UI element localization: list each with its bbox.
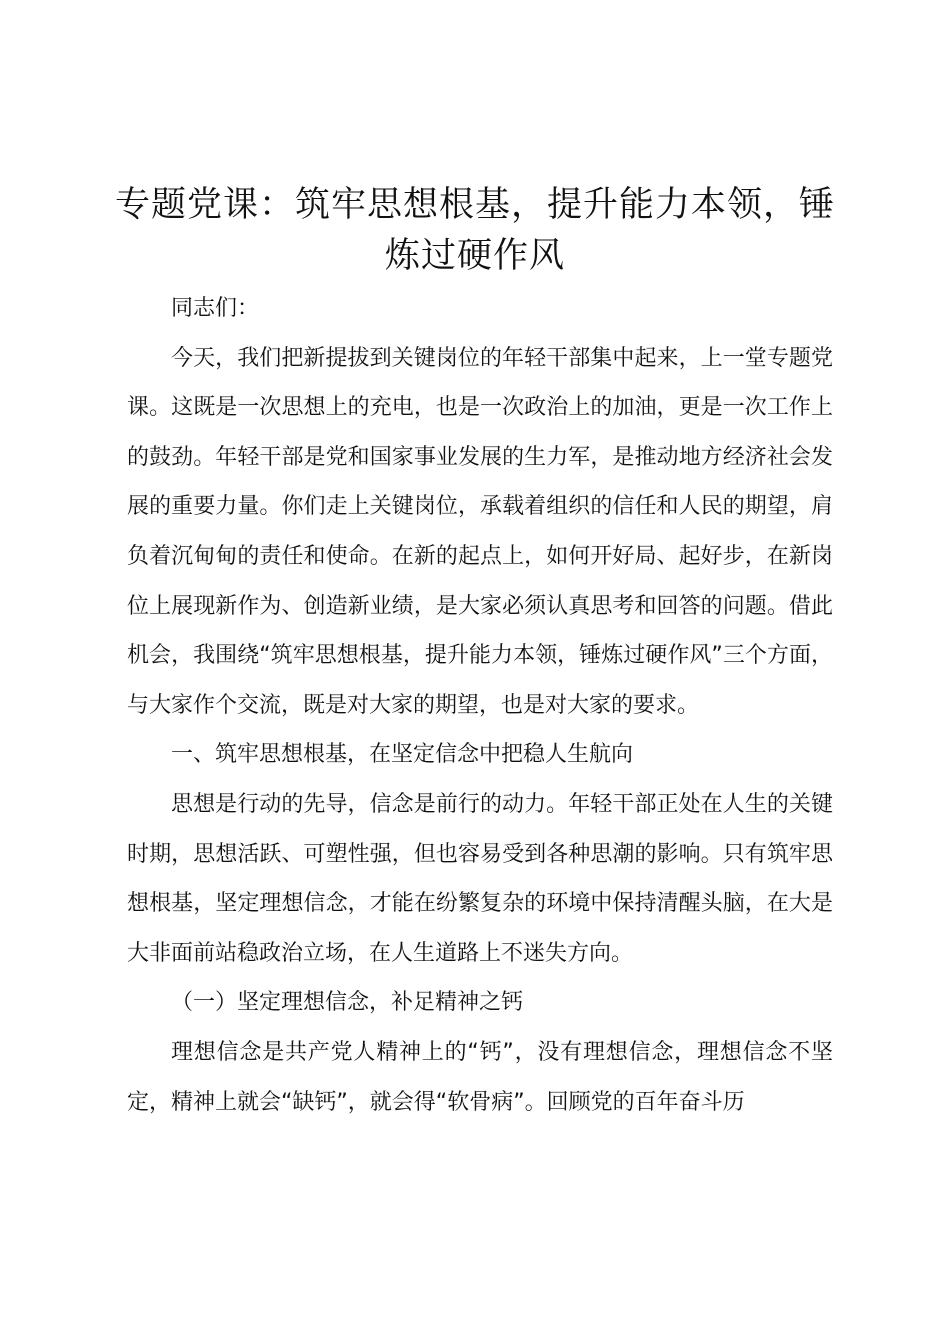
salutation: 同志们：: [171, 296, 260, 321]
section-heading-1: 一、筑牢思想根基，在坚定信念中把稳人生航向: [171, 742, 634, 768]
section-1-paragraph: 思想是行动的先导，信念是前行的动力。年轻干部正处在人生的关键时期，思想活跃、可塑性强，但也容易受到各种思潮的影响。只有筑牢思想根基，坚定理想信念，才能在纷繁复杂的环境中保持清醒头脑，在大是大非面前站稳政治立场，在人生道路上不迷失方向。: [127, 791, 833, 966]
document-body: [127, 284, 833, 1127]
subsection-1-paragraph: 理想信念是共产党人精神上的“钙”，没有理想信念，理想信念不坚定，精神上就会“缺钙”，就会得“软骨病”。回顾党的百年奋斗历: [127, 1039, 833, 1115]
document-title: 专题党课：筑牢思想根基，提升能力本领，锤炼过硬作风: [114, 185, 835, 276]
subsection-heading-1: （一）坚定理想信念，补足精神之钙: [171, 990, 524, 1016]
intro-paragraph: 今天，我们把新提拔到关键岗位的年轻干部集中起来，上一堂专题党课。这既是一次思想上的充电，也是一次政治上的加油，更是一次工作上的鼓劲。年轻干部是党和国家事业发展的生力军，是推动地方经济社会发展的重要力量。你们走上关键岗位，承载着组织的信任和人民的期望，肩负着沉甸甸的责任和使命。在新的起点上，如何开好局、起好步，在新岗位上展现新作为、创造新业绩，是大家必须认真思考和回答的问题。借此机会，我围绕“筑牢思想根基，提升能力本领，锤炼过硬作风”三个方面，与大家作个交流，既是对大家的期望，也是对大家的要求。: [127, 345, 833, 718]
